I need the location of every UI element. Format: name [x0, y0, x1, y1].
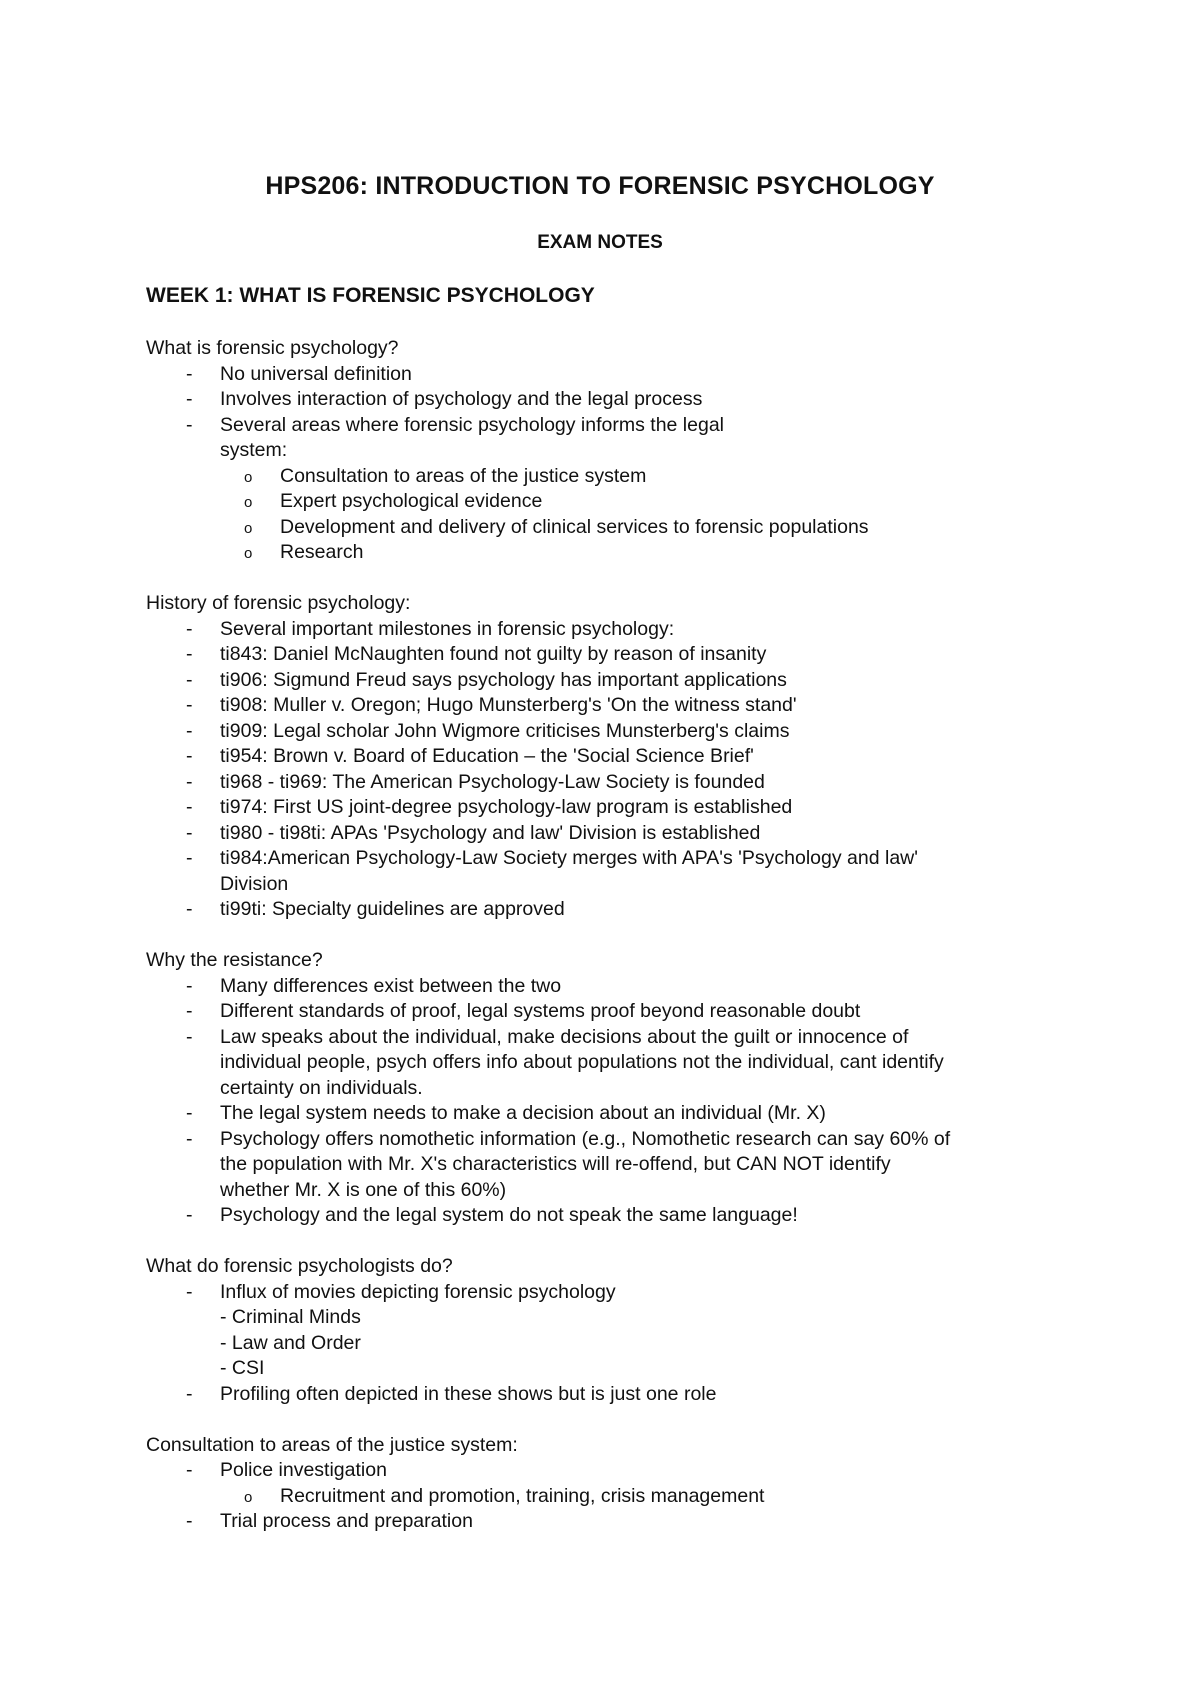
section-consultation — [146, 1433, 1076, 1535]
bullet-list — [146, 974, 1076, 1229]
section-heading: What is forensic psychology? — [146, 337, 399, 359]
list-item: - ti906: Sigmund Freud says psychology has important applications — [146, 668, 1076, 694]
list-item: - Several important milestones in forensic psychology: — [146, 617, 1076, 643]
sub-bullet-list — [218, 1484, 1076, 1510]
list-item: - Psychology and the legal system do not speak the same language! — [146, 1203, 1076, 1229]
section-what-is — [146, 336, 1076, 566]
list-item-line: whether Mr. X is one of this 60%) — [220, 1178, 507, 1201]
sub-bullet-list-wrap — [146, 464, 1076, 566]
circle-bullet-icon: o — [244, 519, 253, 537]
list-item-line: - Law and Order — [220, 1331, 361, 1354]
sub-list-item-text: Recruitment and promotion, training, crisis management — [280, 1484, 765, 1507]
week-heading: WEEK 1: WHAT IS FORENSIC PSYCHOLOGY — [146, 284, 595, 307]
section-heading: Why the resistance? — [146, 949, 323, 971]
list-item: - ti909: Legal scholar John Wigmore criticises Munsterberg's claims — [146, 719, 1076, 745]
document-title: HPS206: INTRODUCTION TO FORENSIC PSYCHOLOGY — [265, 172, 935, 200]
sub-bullet-list-wrap — [146, 1484, 1076, 1510]
list-item: - ti968 - ti969: The American Psychology-Law Society is founded — [146, 770, 1076, 796]
bullet-list — [146, 1458, 1076, 1484]
sub-list-item — [218, 464, 1076, 490]
sub-list-item — [218, 515, 1076, 541]
list-item — [146, 1127, 1076, 1204]
sub-list-item-text: Consultation to areas of the justice system — [280, 464, 647, 487]
list-item: - Profiling often depicted in these shows but is just one role — [146, 1382, 1076, 1408]
section-history — [146, 591, 1076, 923]
circle-bullet-icon: o — [244, 545, 253, 562]
list-item: - ti980 - ti98ti: APAs 'Psychology and law' Division is established — [146, 821, 1076, 847]
section-what-do — [146, 1254, 1076, 1407]
list-item-line: - Psychology offers nomothetic information (e.g., Nomothetic research can say 60% of — [220, 1127, 951, 1150]
circle-bullet-icon: o — [244, 1488, 253, 1506]
sub-list-item-text: Research — [280, 541, 364, 563]
list-item — [146, 1280, 1076, 1382]
bullet-list — [146, 1509, 1076, 1535]
list-item — [146, 413, 1076, 464]
list-item-line: system: — [220, 439, 288, 461]
list-item-line: certainty on individuals. — [220, 1076, 423, 1099]
document-body — [146, 282, 1076, 1560]
sub-list-item — [218, 489, 1076, 515]
sub-list-item-text: Expert psychological evidence — [280, 490, 543, 512]
list-item-line: Division — [220, 872, 289, 895]
document-subtitle: EXAM NOTES — [537, 232, 663, 253]
sub-list-item — [218, 540, 1076, 566]
list-item: - ti843: Daniel McNaughten found not guilty by reason of insanity — [146, 642, 1076, 668]
list-item — [146, 846, 1076, 897]
bullet-list — [146, 362, 1076, 464]
circle-bullet-icon: o — [244, 468, 253, 486]
bullet-list — [146, 1280, 1076, 1408]
section-heading: Consultation to areas of the justice system: — [146, 1433, 518, 1456]
list-item: - Trial process and preparation — [146, 1509, 1076, 1535]
section-heading: History of forensic psychology: — [146, 592, 411, 614]
list-item: - Many differences exist between the two — [146, 974, 1076, 1000]
list-item: - ti99ti: Specialty guidelines are approved — [146, 897, 1076, 923]
list-item-line: - Criminal Minds — [220, 1306, 361, 1328]
list-item-line: the population with Mr. X's characteristics will re-offend, but CAN NOT identify — [220, 1153, 891, 1175]
sub-list-item-text: Development and delivery of clinical services to forensic populations — [280, 515, 869, 538]
section-resistance — [146, 948, 1076, 1229]
section-heading: What do forensic psychologists do? — [146, 1255, 453, 1277]
list-item: - The legal system needs to make a decision about an individual (Mr. X) — [146, 1101, 1076, 1127]
list-item-line: - Several areas where forensic psychology informs the legal — [220, 413, 725, 436]
list-item: - No universal definition — [146, 362, 1076, 388]
circle-bullet-icon: o — [244, 494, 253, 511]
list-item: - Police investigation — [146, 1458, 1076, 1484]
list-item: - Involves interaction of psychology and the legal process — [146, 387, 1076, 413]
sub-list-item — [218, 1484, 1076, 1510]
list-item: - ti908: Muller v. Oregon; Hugo Munsterberg's 'On the witness stand' — [146, 693, 1076, 719]
list-item-line: - Law speaks about the individual, make decisions about the guilt or innocence of — [220, 1025, 909, 1048]
list-item-line: - Influx of movies depicting forensic psychology — [220, 1280, 616, 1303]
list-item-line: - ti984:American Psychology-Law Society merges with APA's 'Psychology and law' — [220, 847, 918, 869]
list-item: - Different standards of proof, legal systems proof beyond reasonable doubt — [146, 999, 1076, 1025]
list-item: - ti974: First US joint-degree psychology-law program is established — [146, 795, 1076, 821]
list-item — [146, 1025, 1076, 1102]
list-item: - ti954: Brown v. Board of Education – the 'Social Science Brief' — [146, 744, 1076, 770]
list-item-line: - CSI — [220, 1357, 265, 1379]
list-item-line: individual people, psych offers info about populations not the individual, cant identify — [220, 1051, 944, 1073]
sub-bullet-list — [218, 464, 1076, 566]
bullet-list — [146, 617, 1076, 923]
